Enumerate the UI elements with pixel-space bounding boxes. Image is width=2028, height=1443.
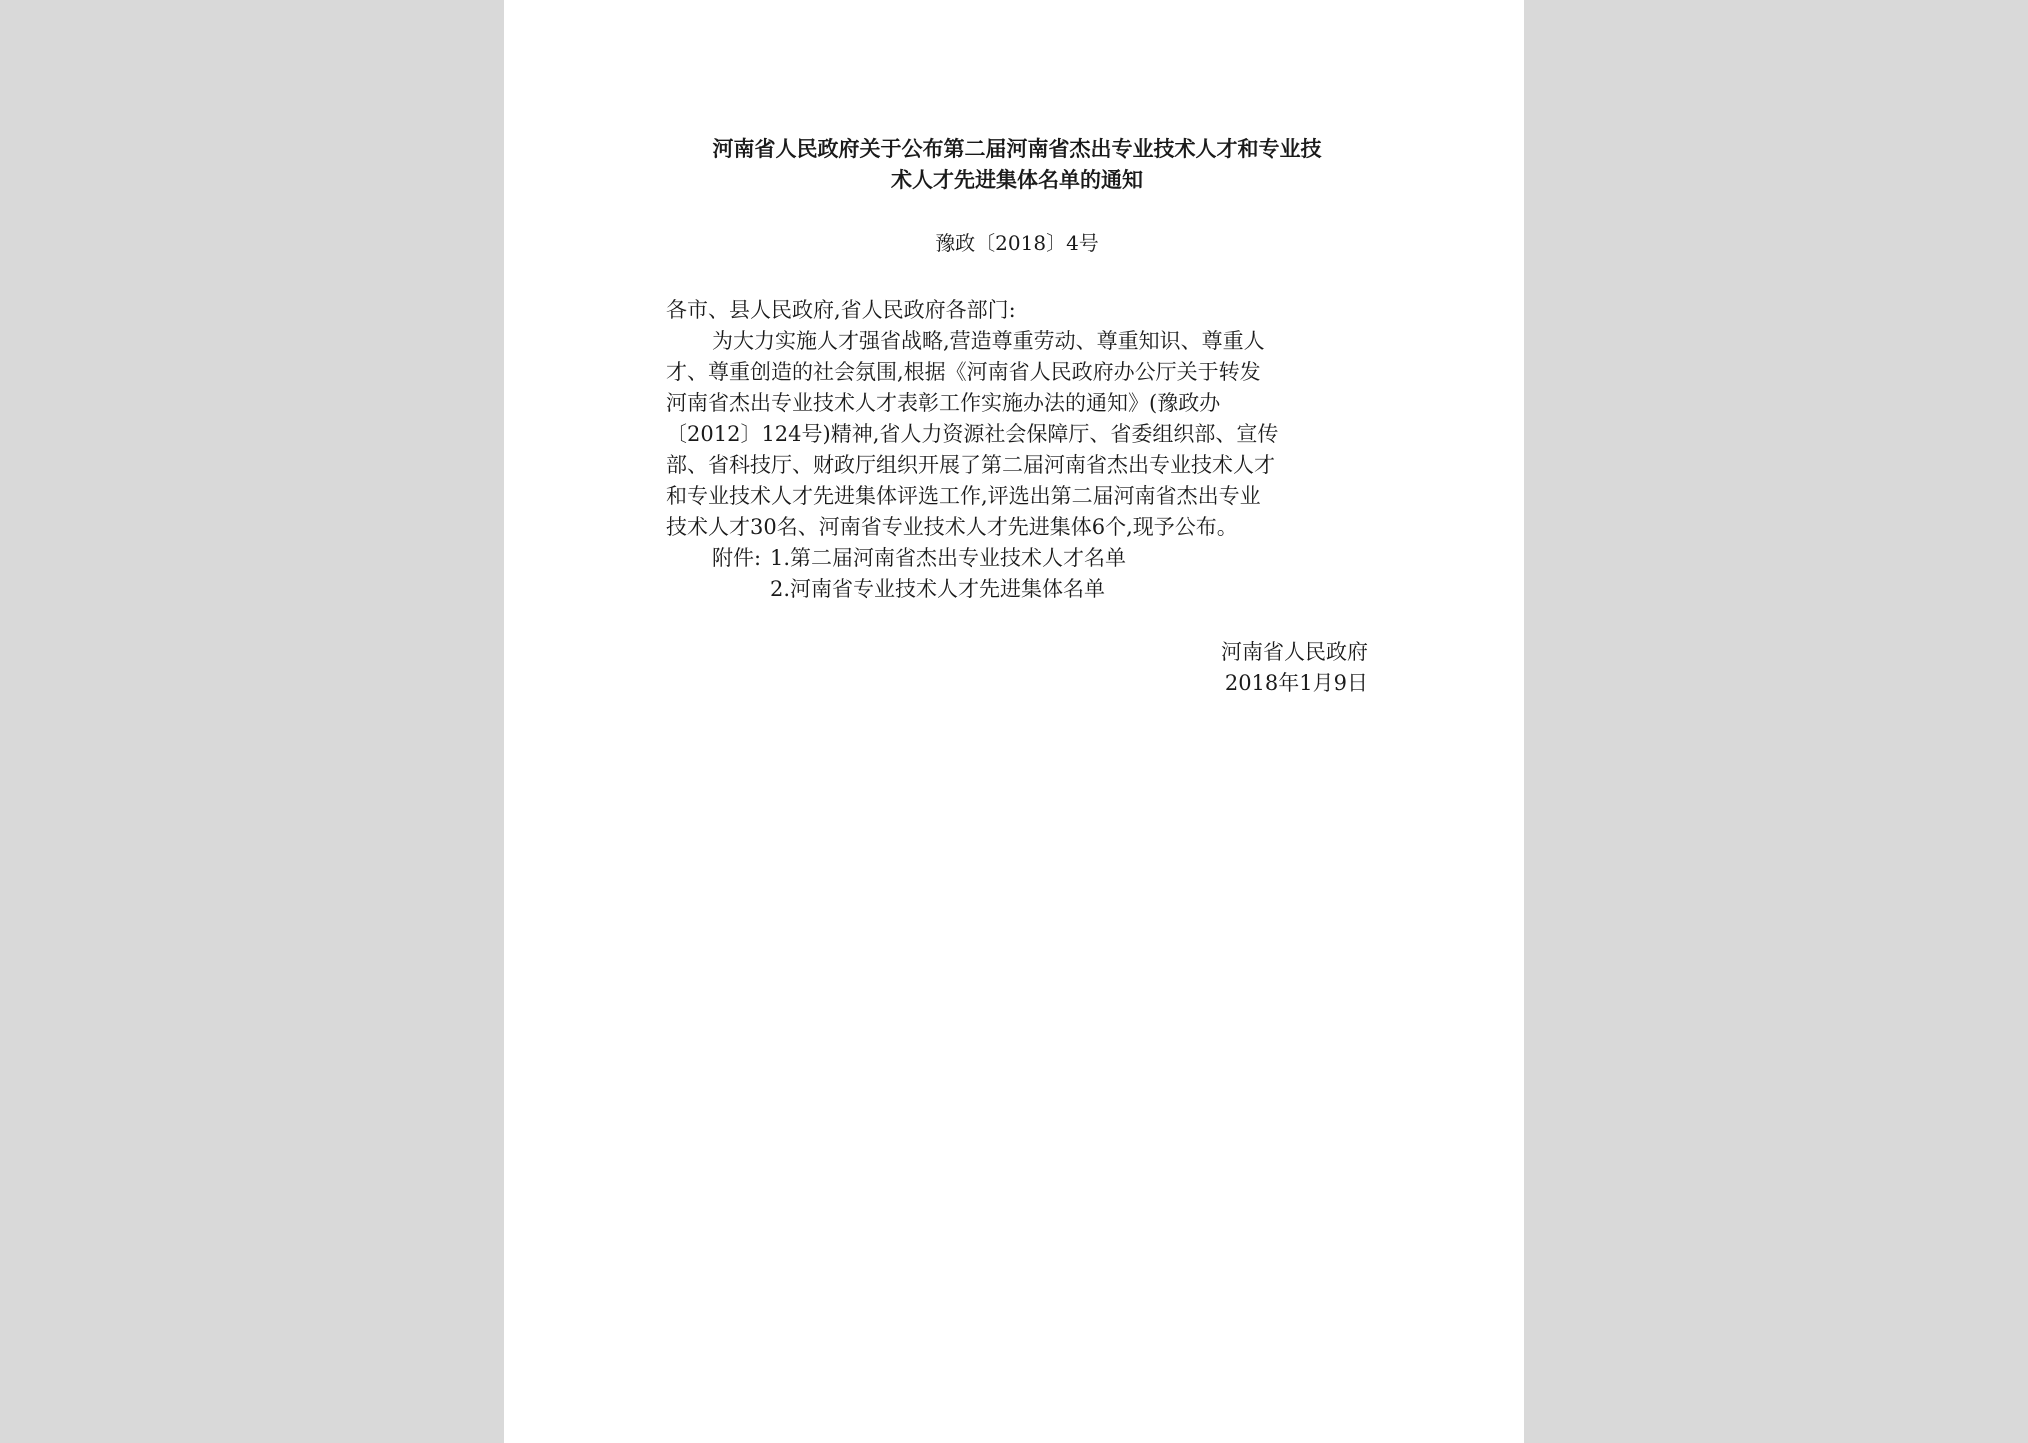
body-paragraph	[666, 326, 1368, 543]
body-line: 才、尊重创造的社会氛围,根据《河南省人民政府办公厅关于转发	[666, 360, 1261, 384]
attachment-item	[666, 543, 1126, 574]
document-title	[666, 133, 1368, 195]
attachment-item-label: 1.第二届河南省杰出专业技术人才名单	[770, 546, 1127, 570]
issue-date: 2018年1月9日	[1224, 671, 1368, 695]
document-number: 豫政〔2018〕4号	[935, 231, 1099, 255]
attachment-item-label: 2.河南省专业技术人才先进集体名单	[770, 577, 1106, 601]
body-line: 和专业技术人才先进集体评选工作,评选出第二届河南省杰出专业	[666, 484, 1261, 508]
signature-block	[1221, 637, 1368, 699]
attachments-list	[666, 543, 1126, 605]
issuer-name: 河南省人民政府	[1221, 640, 1368, 664]
body-line: 部、省科技厅、财政厅组织开展了第二届河南省杰出专业技术人才	[666, 453, 1275, 477]
attachments-label: 附件:	[712, 546, 762, 570]
title-line-1: 河南省人民政府关于公布第二届河南省杰出专业技术人才和专业技	[712, 136, 1322, 161]
body-line: 河南省杰出专业技术人才表彰工作实施办法的通知》(豫政办	[666, 391, 1221, 415]
salutation: 各市、县人民政府,省人民政府各部门:	[666, 298, 1016, 322]
title-line-2: 术人才先进集体名单的通知	[891, 167, 1143, 192]
body-line: 技术人才30名、河南省专业技术人才先进集体6个,现予公布。	[666, 515, 1238, 539]
body-line: 〔2012〕124号)精神,省人力资源社会保障厅、省委组织部、宣传	[666, 422, 1279, 446]
attachment-item	[666, 574, 1126, 605]
body-line: 为大力实施人才强省战略,营造尊重劳动、尊重知识、尊重人	[712, 329, 1265, 353]
document-page	[504, 0, 1524, 1443]
